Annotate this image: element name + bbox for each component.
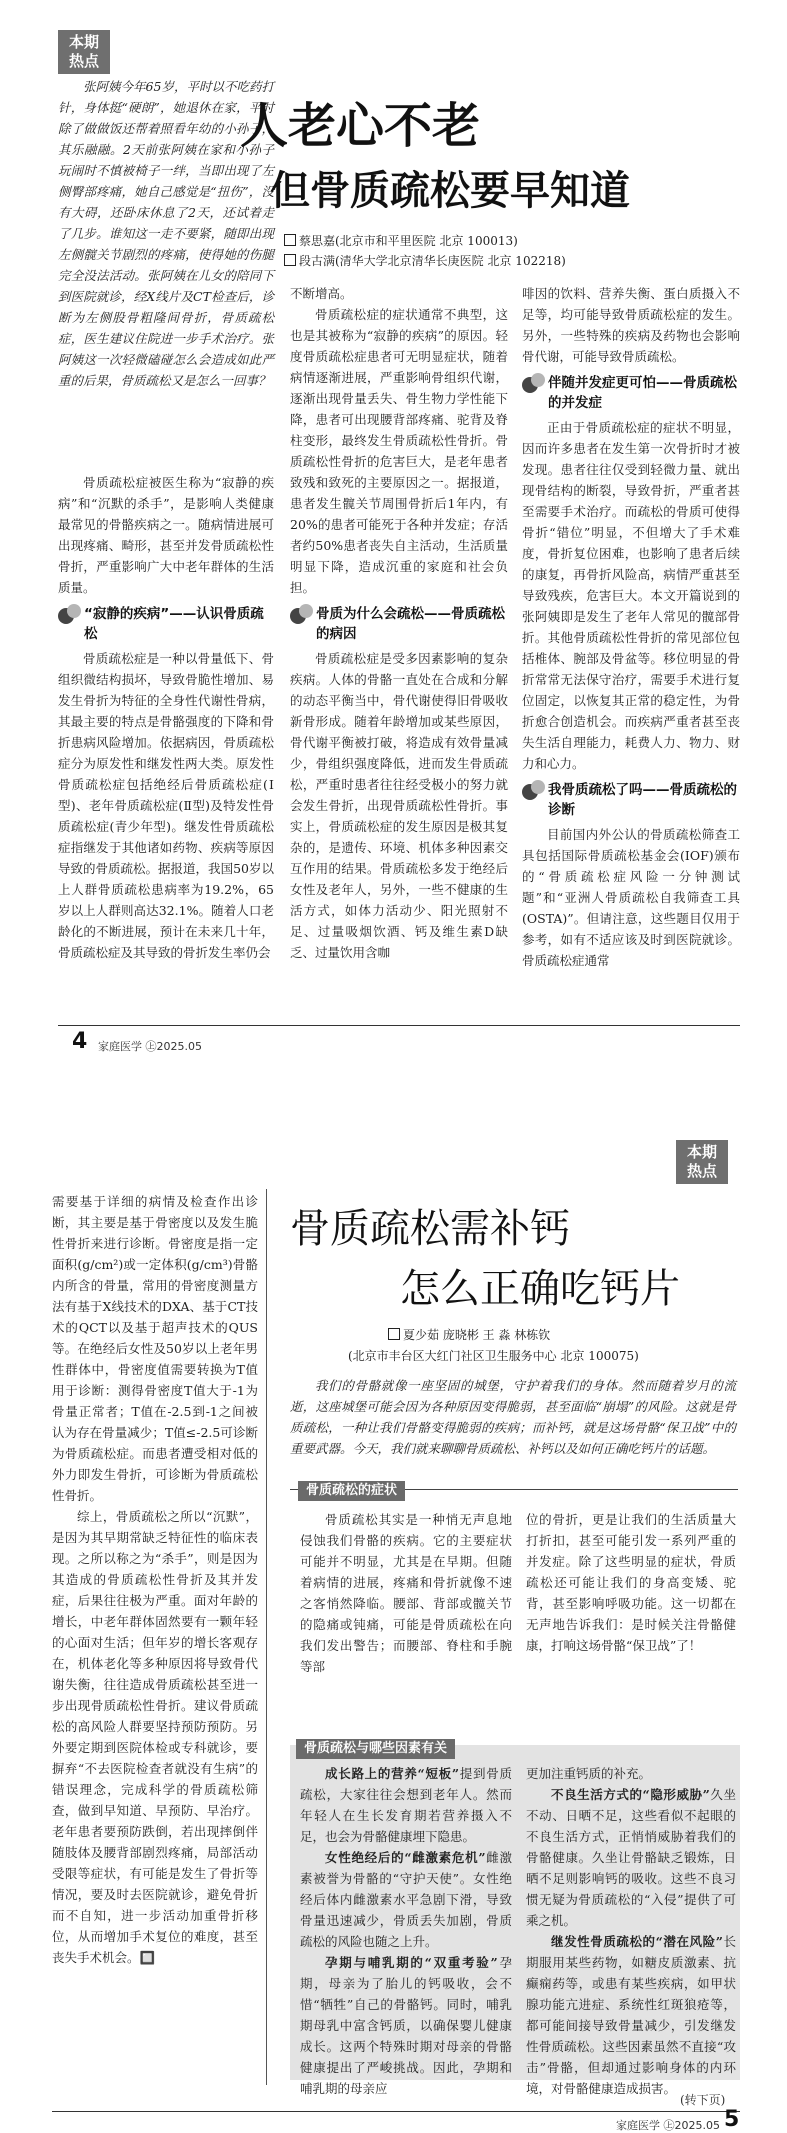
bullet-dots-icon [522, 373, 548, 395]
paragraph: 目前国内外公认的骨质疏松筛查工具包括国际骨质疏松基金会(IOF)颁布的“骨质疏松症风险一分钟测试题”和“亚洲人骨质疏松自我筛查工具(OSTA)”。但请注意，这些题目仅用于参考，如有不适应该及时到医院就诊。骨质疏松症通常 [522, 827, 740, 968]
hot-topic-tag [676, 1140, 728, 1184]
bullet-dots-icon [58, 604, 84, 626]
author-line-2 [284, 252, 566, 270]
checkbox-icon [388, 1328, 400, 1340]
paragraph: 骨质疏松症的症状通常不典型，这也是其被称为“寂静的疾病”的原因。轻度骨质疏松症患者可无明显症状，随着病情逐渐进展，严重影响骨组织代谢，逐渐出现骨量丢失、骨生物力学性能下降，患者可出现腰背部疼痛、驼背及脊柱变形，最终发生骨质疏松性骨折。骨质疏松性骨折的危害巨大，是老年患者致残和致死的主要原因之一。据报道，患者发生髋关节周围骨折后1年内，有20%的患者可能死于各种并发症；存活者约50%患者丧失自主活动，生活质量明显下降，造成沉重的家庭和社会负担。 [290, 307, 508, 595]
page-gap [0, 1065, 787, 1125]
paragraph: 不断增高。 [290, 286, 353, 301]
sec1-right [526, 1509, 736, 1709]
subheading: 女性绝经后的“雌激素危机” [325, 1850, 486, 1865]
authors: 夏少茹 庞晓彬 王 淼 林栋钦 [403, 1328, 551, 1342]
paragraph: 骨质疏松症被医生称为“寂静的疾病”和“沉默的杀手”，是影响人类健康最常见的骨骼疾病之一。随病情进展可出现疼痛、畸形，甚至并发骨质疏松性骨折，严重影响广大中老年群体的生活质量。 [58, 475, 274, 595]
subheading: 继发性骨质疏松的“潜在风险” [551, 1934, 723, 1949]
paragraph: 骨质疏松其实是一种悄无声息地侵蚀我们骨骼的疾病。它的主要症状可能并不明显，尤其是在早期。但随着病情的进展，疼痛和骨折就像不速之客悄然降临。腰部、背部或髋关节的隐痛或钝痛，可能是骨质疏松在向我们发出警告；而腰部、脊柱和手腕等部 [300, 1512, 512, 1674]
subheading: 不良生活方式的“隐形威胁” [551, 1787, 710, 1802]
paragraph: 位的骨折，更是让我们的生活质量大打折扣，甚至可能引发一系列严重的并发症。除了这些明显的症状，骨质疏松还可能让我们的身高变矮、驼背，甚至影响呼吸功能。这一切都在无声地告诉我们：是时候关注骨骼健康，打响这场骨骼“保卫战”了！ [526, 1512, 736, 1653]
section-label-1 [298, 1479, 405, 1501]
author-line-1 [284, 232, 518, 250]
heading-text: 我骨质疏松了吗——骨质疏松的诊断 [548, 782, 737, 818]
intro-text: 我们的骨骼就像一座坚固的城堡，守护着我们的身体。然而随着岁月的流逝，这座城堡可能会因为各种原因变得脆弱，甚至面临“崩塌”的风险。这就是骨质疏松，一种让我们骨骼变得脆弱的疾病；而补钙，就是这场骨骼“保卫战”中的重要武器。今天，我们就来聊聊骨质疏松、补钙以及如何正确吃钙片的话题。 [290, 1378, 736, 1456]
paragraph: 更加注重钙质的补充。 [526, 1766, 652, 1781]
article-title-line-1: 骨质疏松需补钙 [290, 1206, 570, 1252]
checkbox-icon [284, 254, 296, 266]
tag-line-2: 热点 [686, 1162, 717, 1180]
paragraph: 需要基于详细的病情及检查作出诊断，其主要是基于骨密度以及发生脆性骨折来进行诊断。骨密度是指一定面积(g/cm²)或一定体积(g/cm³)骨骼内所含的骨量，常用的骨密度测量方法有基于X线技术的DXA、基于CT技术的QCT以及基于超声技术的QUS等。在绝经后女性及50岁以上老年男性群体中，骨密度值需要转换为T值用于诊断：测得骨密度T值大于-1为骨量正常者；T值在-2.5到-1之间被认为存在骨量减少；T值≤-2.5可诊断为骨质疏松症。而患者遭受相对低的外力即发生骨折，可诊断为骨质疏松性骨折。 [52, 1194, 258, 1503]
authors-line [388, 1326, 550, 1344]
end-mark-icon: 🔲 [139, 1950, 156, 1965]
paragraph-text: 综上，骨质疏松之所以“沉默”，是因为其早期常缺乏特征性的临床表现。之所以称之为“杀手”，则是因为其造成的骨质疏松性骨折及其并发症，后果往往极为严重。面对年龄的增长，中老年群体固然要有一颗年轻的心面对生活；但年岁的增长客观存在，机体老化等多种原因将导致骨代谢失衡，往往造成骨质疏松甚至进一步出现骨质疏松性骨折。建议骨质疏松的高风险人群要坚持预防预防。另外要定期到医院体检或专科就诊，要摒弃“不去医院检查者就没有生病”的错误理念，完成科学的骨质疏松筛查，做到早知道、早预防、早治疗。老年患者要预防跌倒，若出现摔倒伴随肢体及腰背部剧烈疼痛，局部活动受限等症状，有可能是发生了骨折等情况，要及时去医院就诊，避免骨折而不自知，进一步活动加重骨折移位，从而增加手术复位的难度，甚至丧失手术机会。 [52, 1509, 258, 1965]
paragraph-text: 提到骨质疏松，大家往往会想到老年人。然而年轻人在生长发育期若营养摄入不足，也会为骨骼健康埋下隐患。 [300, 1766, 512, 1844]
footer-text: 家庭医学 ㊤2025.05 [616, 2119, 720, 2132]
subheading: 孕期与哺乳期的“双重考验” [325, 1955, 498, 1970]
page-number: 4 [72, 1029, 88, 1054]
paragraph-text: 孕期，母亲为了胎儿的钙吸收，会不惜“牺牲”自己的骨骼钙。同时，哺乳期母乳中富含钙质，以确保婴儿健康成长。这两个特殊时期对母亲的骨骼健康提出了严峻挑战。因此，孕期和哺乳期的母亲应 [300, 1955, 512, 2096]
article-title-line-2: 怎么正确吃钙片 [400, 1266, 680, 1312]
paragraph-text: 久坐不动、日晒不足，这些看似不起眼的不良生活方式，正悄悄威胁着我们的骨骼健康。久坐让骨骼缺乏锻炼，日晒不足则影响钙的吸收。这些不良习惯无疑为骨质疏松的“入侵”提供了可乘之机。 [526, 1787, 736, 1928]
continued-note: (转下页) [680, 2093, 726, 2107]
page-number: 5 [724, 2107, 740, 2132]
affiliation: (北京市丰台区大红门社区卫生服务中心 北京 100075) [348, 1349, 639, 1363]
author-2: 段古满(清华大学北京清华长庚医院 北京 102218) [299, 254, 566, 268]
intro-text: 张阿姨今年65岁，平时以不吃药打针，身体挺“硬朗”，她退休在家，平时除了做做饭还帮着照看年幼的小孙子，其乐融融。2天前张阿姨在家和小孙子玩闹时不慎被椅子一绊，当即出现了左侧臀部疼痛，她自己感觉是“扭伤”，没有大碍，还卧床休息了2天，还试着走了几步。谁知这一走不要紧，随即出现左侧髋关节剧烈的疼痛，使得她的伤腿完全没法活动。张阿姨在儿女的陪同下到医院就诊，经X线片及CT检查后，诊断为左侧股骨粗隆间骨折，骨质疏松症，医生建议住院进一步手术治疗。张阿姨这一次轻微磕碰怎么会造成如此严重的后果，骨质疏松又是怎么一回事？ [58, 79, 274, 388]
tag-line-1: 本期 [68, 33, 99, 51]
paragraph: 正由于骨质疏松症的症状不明显，因而许多患者在发生第一次骨折时才被发现。患者往往仅受到轻微力量、就出现骨结构的断裂，导致骨折，严重者甚至需要手术治疗。而疏松的骨质可使得骨折“错位”明显，不但增大了手术难度，骨折复位困难，也影响了患者后续的康复，再骨折风险高，病情严重甚至导致残疾，危害巨大。本文开篇说到的张阿姨即是发生了老年人常见的髋部骨折。其他骨质疏松性骨折的常见部位包括椎体、腕部及骨盆等。移位明显的骨折常常无法保守治疗，需要手术进行复位固定，以恢复其正常的稳定性，为骨折愈合创造机会。而疾病严重者甚至丧失生活自理能力，耗费人力、物力、财力和心力。 [522, 420, 740, 771]
paragraph: 骨质疏松症是受多因素影响的复杂疾病。人体的骨骼一直处在合成和分解的动态平衡当中，骨代谢使得旧骨吸收新骨形成。随着年龄增加或某些原因，骨代谢平衡被打破，将造成有效骨量减少，骨组织强度降低，进而发生骨质疏松，严重时患者往往经受极小的努力就会发生骨折，出现骨质疏松性骨折。事实上，骨质疏松症的发生原因是极其复杂的，是遗传、环境、机体多种因素交互作用的结果。骨质疏松多发于绝经后女性及老年人，另外，一些不健康的生活方式，如体力活动少、阳光照射不足、过量吸烟饮酒、钙及维生素D缺乏、过量饮用含咖 [290, 651, 508, 960]
factors-right [526, 1763, 736, 2096]
section-label-2 [296, 1737, 455, 1759]
paragraph-text: 雌激素被誉为骨骼的“守护天使”。女性绝经后体内雌激素水平急剧下滑，导致骨量迅速减少，骨质丢失加剧，骨质疏松的风险也随之上升。 [300, 1850, 512, 1949]
paragraph-text: 长期服用某些药物，如糖皮质激素、抗癫痫药等，或患有某些疾病，如甲状腺功能亢进症、系统性红斑狼疮等，都可能间接导致骨量减少，引发继发性骨质疏松。这些因素虽然不直接“攻击”骨骼，但却通过影响身体的内环境，对骨骼健康造成损害。 [526, 1934, 736, 2096]
article-title-line-2: 但骨质疏松要早知道 [270, 168, 630, 214]
factors-left [300, 1763, 512, 2096]
hot-topic-tag [58, 30, 110, 74]
column-2 [290, 283, 508, 1013]
column-3 [522, 283, 740, 1013]
column-divider [266, 1189, 267, 2085]
subheading: 成长路上的营养“短板” [325, 1766, 460, 1781]
heading-text: 伴随并发症更可怕——骨质疏松的并发症 [548, 375, 737, 411]
section-heading-2 [290, 604, 508, 644]
section-label-text: 骨质疏松与哪些因素有关 [296, 1739, 455, 1759]
footer-rule [58, 1025, 740, 1026]
tag-line-2: 热点 [68, 52, 99, 70]
section-heading-1 [58, 604, 274, 644]
column-1 [58, 472, 274, 1012]
section-heading-3 [522, 373, 740, 413]
heading-text: 骨质为什么会疏松——骨质疏松的病因 [316, 606, 505, 642]
footer-rule [52, 2111, 740, 2112]
left-column [52, 1191, 258, 2083]
sec1-left [300, 1509, 512, 1709]
footer-text: 家庭医学 ㊤2025.05 [98, 1040, 202, 1053]
page-4 [0, 0, 787, 1065]
tag-line-1: 本期 [686, 1143, 717, 1161]
article-title-line-1: 人老心不老 [240, 98, 481, 154]
section-label-text: 骨质疏松的症状 [298, 1481, 405, 1501]
bullet-dots-icon [290, 604, 316, 626]
author-1: 蔡思嘉(北京市和平里医院 北京 100013) [299, 234, 518, 248]
paragraph: 啡因的饮料、营养失衡、蛋白质摄入不足等，均可能导致骨质疏松症的发生。另外，一些特殊的疾病及药物也会影响骨代谢，可能导致骨质疏松。 [522, 286, 740, 364]
heading-text: “寂静的疾病”——认识骨质疏松 [84, 606, 264, 642]
section-heading-4 [522, 780, 740, 820]
page-5 [0, 1125, 787, 2133]
paragraph [52, 1506, 258, 1968]
checkbox-icon [284, 234, 296, 246]
paragraph: 骨质疏松症是一种以骨量低下、骨组织微结构损坏，导致骨脆性增加、易发生骨折为特征的全身性代谢性骨病，其最主要的特点是骨骼强度的下降和骨折患病风险增加。依据病因，骨质疏松症分为原发性和继发性两大类。原发性骨质疏松症包括绝经后骨质疏松症(Ⅰ型)、老年骨质疏松症(Ⅱ型)及特发性骨质疏松症(青少年型)。继发性骨质疏松症指继发于其他诸如药物、疾病等原因导致的骨质疏松。据报道，我国50岁以上人群骨质疏松患病率为19.2%，65岁以上人群则高达32.1%。随着人口老龄化的不断进展，预计在未来几十年，骨质疏松症及其导致的骨折发生率仍会 [58, 651, 274, 960]
bullet-dots-icon [522, 780, 548, 802]
intro-block [290, 1375, 736, 1481]
